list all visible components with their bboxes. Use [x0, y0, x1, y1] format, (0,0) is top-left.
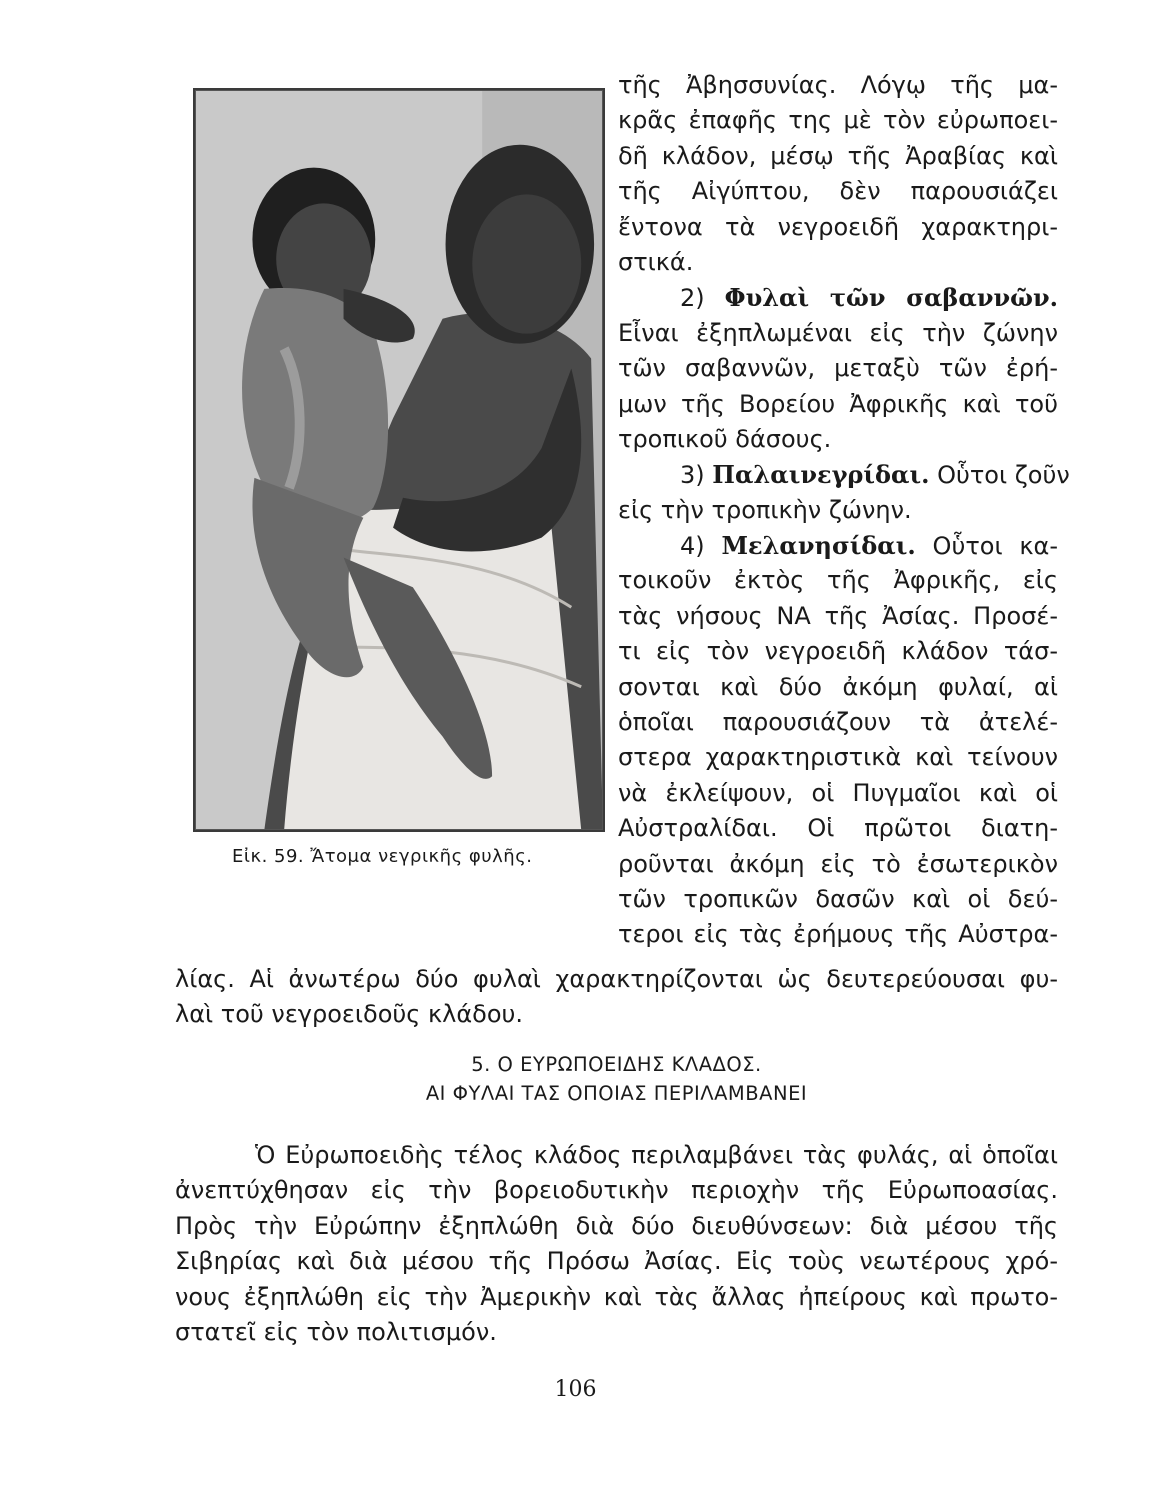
item-4-heading-line	[618, 528, 1058, 563]
text-line: ροῦνται ἀκόμη εἰς τὸ ἐσωτερικὸν	[618, 849, 1058, 878]
text-line: τοικοῦν ἐκτὸς τῆς Ἀφρικῆς, εἰς	[618, 566, 1058, 595]
text-line: νους ἐξηπλώθη εἰς τὴν Ἀμερικὴν καὶ τὰς ἄλλας ἠπείρους καὶ πρωτο-	[175, 1282, 1058, 1311]
item-text: Οὗτοι ζοῦν	[937, 461, 1070, 490]
figure-59-photo	[193, 88, 605, 832]
item-title: Φυλαὶ τῶν σαβαννῶν.	[724, 283, 1058, 313]
text-line: σονται καὶ δύο ἀκόμη φυλαί, αἱ	[618, 672, 1058, 701]
item-title: Παλαινεγρίδαι.	[712, 460, 930, 490]
text-line: ἔντονα τὰ νεγροειδῆ χαρακτηρι-	[618, 212, 1058, 241]
text-line: τὰς νήσους ΝΑ τῆς Ἀσίας. Προσέ-	[618, 601, 1058, 630]
section-heading	[175, 1050, 1058, 1108]
text-line: κρᾶς ἐπαφῆς της μὲ τὸν εὐρωποει-	[618, 106, 1058, 135]
text-line: Εἶναι ἐξηπλωμέναι εἰς τὴν ζώνην	[618, 318, 1058, 347]
section-paragraph	[175, 1138, 1058, 1350]
text-line: Πρὸς τὴν Εὐρώπην ἐξηπλώθη διὰ δύο διευθύνσεων: διὰ μέσου τῆς	[175, 1211, 1058, 1240]
figure-caption: Εἰκ. 59. Ἄτομα νεγρικῆς φυλῆς.	[232, 846, 533, 867]
item-number: 4)	[680, 532, 705, 561]
text-line: στικά.	[618, 247, 694, 276]
text-line: δῆ κλάδον, μέσῳ τῆς Ἀραβίας καὶ	[618, 141, 1058, 170]
item-3-heading-line	[618, 457, 1070, 492]
item-number: 3)	[680, 461, 705, 490]
text-line: εἰς τὴν τροπικὴν ζώνην.	[618, 495, 912, 524]
right-column	[618, 68, 1070, 953]
text-line: τεροι εἰς τὰς ἐρήμους τῆς Αὐστρα-	[618, 920, 1058, 949]
text-line: λίας. Αἱ ἀνωτέρω δύο φυλαὶ χαρακτηρίζονται ὡς δευτερεύουσαι φυ-	[175, 965, 1058, 993]
text-line: λαὶ τοῦ νεγροειδοῦς κλάδου.	[175, 1000, 524, 1029]
text-line: στερα χαρακτηριστικὰ καὶ τείνουν	[618, 743, 1058, 772]
continuation-paragraph	[175, 962, 1058, 1033]
item-2-heading-line	[618, 280, 1058, 315]
photo-illustration	[195, 90, 603, 830]
text-line: Αὐστραλίδαι. Οἱ πρῶτοι διατη-	[618, 814, 1058, 843]
item-title: Μελανησίδαι.	[721, 531, 916, 561]
section-heading-line-2: ΑΙ ΦΥΛΑΙ ΤΑΣ ΟΠΟΙΑΣ ΠΕΡΙΛΑΜΒΑΝΕΙ	[425, 1082, 808, 1105]
section-heading-line-1: 5. Ο ΕΥΡΩΠΟΕΙΔΗΣ ΚΛΑΔΟΣ.	[471, 1053, 762, 1076]
text-line: τροπικοῦ δάσους.	[618, 424, 832, 453]
text-line: τῶν τροπικῶν δασῶν καὶ οἱ δεύ-	[618, 884, 1058, 913]
text-line: τῆς Αἰγύπτου, δὲν παρουσιάζει	[618, 177, 1058, 206]
text-line: τῶν σαβαννῶν, μεταξὺ τῶν ἐρή-	[618, 354, 1058, 383]
item-number: 2)	[680, 284, 705, 313]
text-line: Σιβηρίας καὶ διὰ μέσου τῆς Πρόσω Ἀσίας. Εἰς τοὺς νεωτέρους χρό-	[175, 1247, 1058, 1276]
text-line: ἀνεπτύχθησαν εἰς τὴν βορειοδυτικὴν περιοχὴν τῆς Εὐρωποασίας.	[175, 1176, 1058, 1205]
text-line: τῆς Ἀβησσυνίας. Λόγῳ τῆς μα-	[618, 71, 1058, 99]
text-line: ὁποῖαι παρουσιάζουν τὰ ἀτελέ-	[618, 708, 1058, 737]
text-line: μων τῆς Βορείου Ἀφρικῆς καὶ τοῦ	[618, 389, 1058, 418]
text-line: τι εἰς τὸν νεγροειδῆ κλάδον τάσ-	[618, 637, 1058, 666]
text-line: νὰ ἐκλείψουν, οἱ Πυγμαῖοι καὶ οἱ	[618, 778, 1058, 807]
item-text: Οὗτοι κα-	[932, 532, 1058, 561]
text-line: Ὁ Εὐρωποειδὴς τέλος κλάδος περιλαμβάνει τὰς φυλάς, αἱ ὁποῖαι	[255, 1141, 1058, 1169]
page-number: 106	[554, 1377, 597, 1402]
text-line: στατεῖ εἰς τὸν πολιτισμόν.	[175, 1317, 497, 1346]
